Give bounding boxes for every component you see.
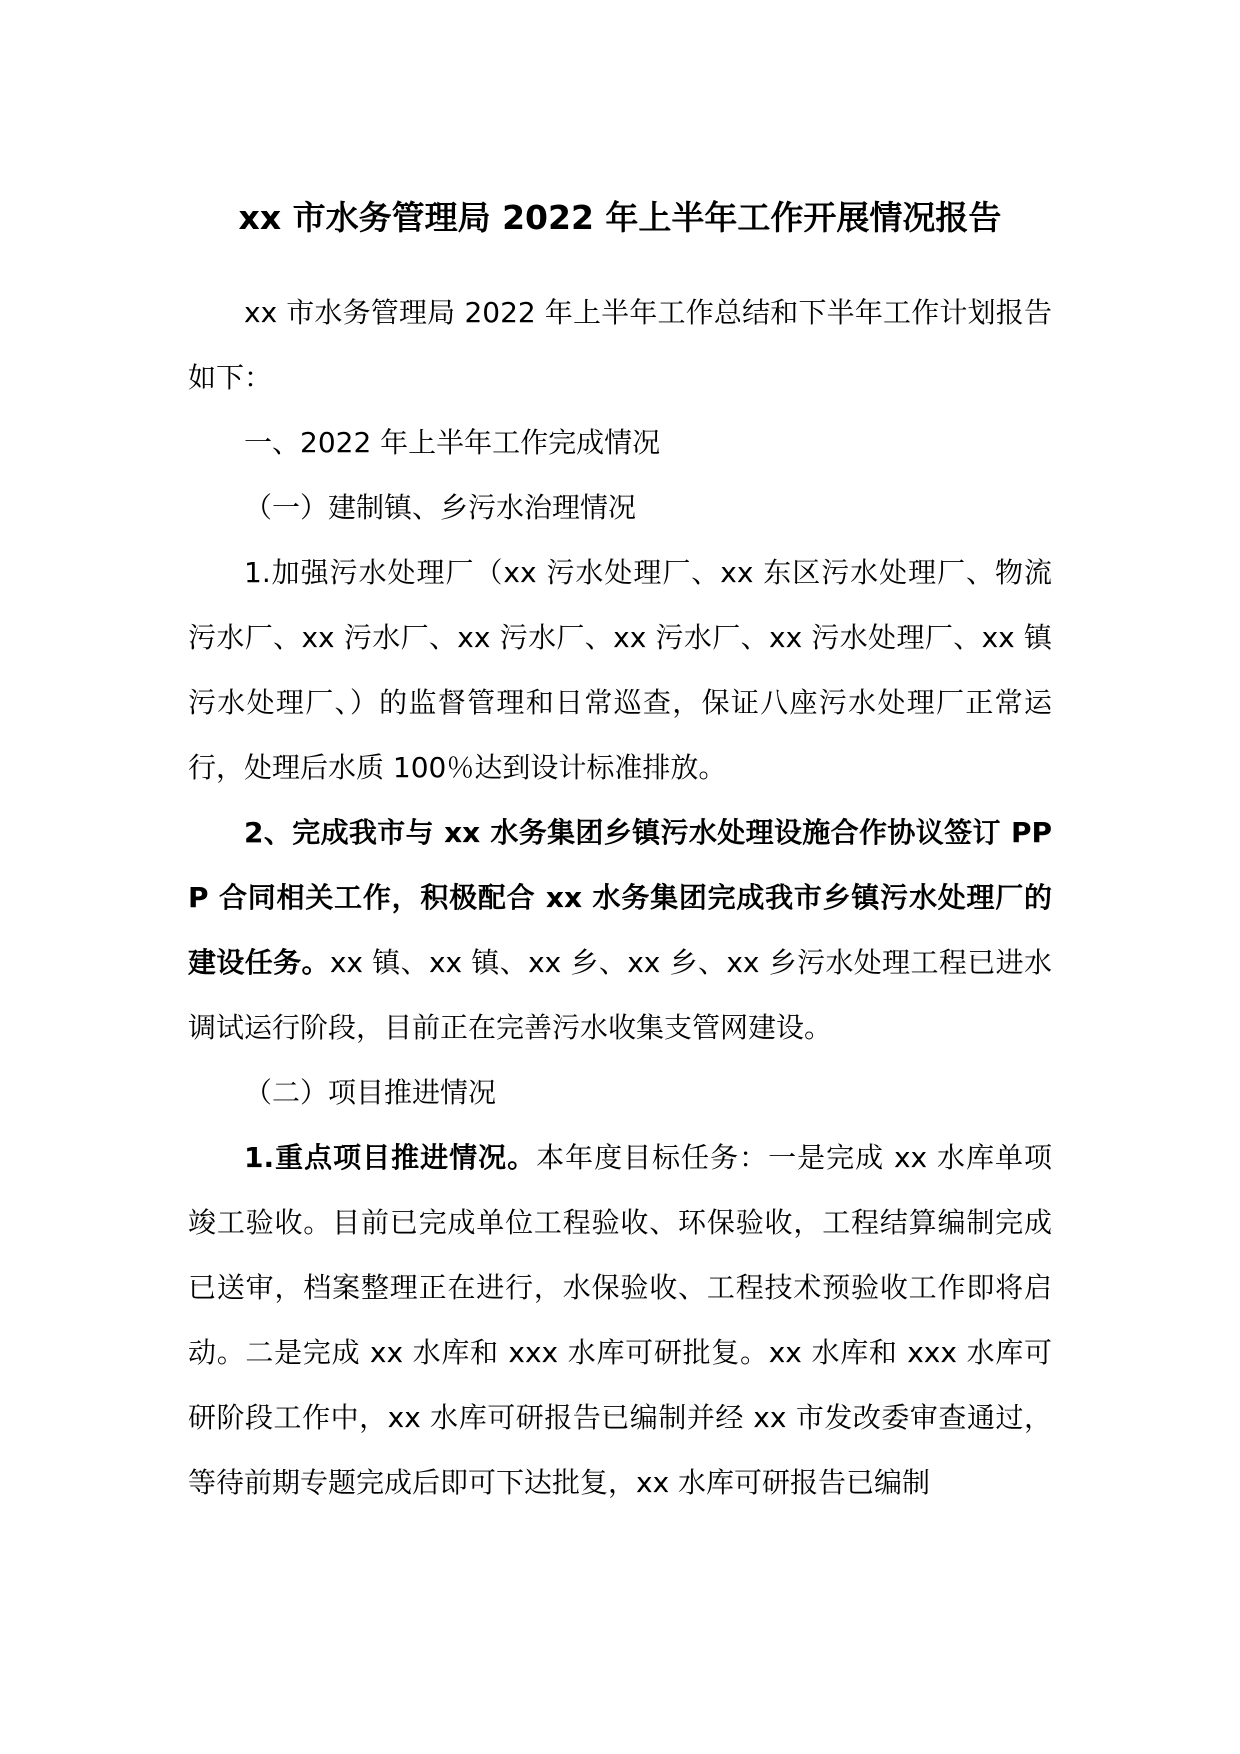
item-1-2-body: xx 镇、xx 镇、xx 乡、xx 乡、xx 乡污水处理工程已进水调试运行阶段，目前正在完善污水收集支管网建设。 — [188, 946, 1052, 1044]
document-body — [188, 280, 1052, 1515]
item-2-1-lead: 1.重点项目推进情况。 — [244, 1141, 537, 1174]
item-1-2-paragraph — [188, 800, 1052, 1060]
item-1-1-paragraph: 1.加强污水处理厂（xx 污水处理厂、xx 东区污水处理厂、物流污水厂、xx 污水厂、xx 污水厂、xx 污水厂、xx 污水处理厂、xx 镇污水处理厂、）的监督管理和日常巡查，保证八座污水处理厂正常运行，处理后水质 100％达到设计标准排放。 — [188, 556, 1052, 784]
subsection-1-heading: （一）建制镇、乡污水治理情况 — [244, 491, 637, 524]
item-2-1-paragraph — [188, 1125, 1052, 1515]
item-2-1-body: 本年度目标任务：一是完成 xx 水库单项竣工验收。目前已完成单位工程验收、环保验收，工程结算编制完成已送审，档案整理正在进行，水保验收、工程技术预验收工作即将启动。二是完成 xx 水库和 xxx 水库可研批复。xx 水库和 xxx 水库可研阶段工作中，xx 水库可研报告已编制并经 xx 市发改委审查通过，等待前期专题完成后即可下达批复，xx 水库可研报告已编制 — [188, 1141, 1052, 1499]
document-title: xx 市水务管理局 2022 年上半年工作开展情况报告 — [238, 198, 1002, 237]
subsection-2-heading: （二）项目推进情况 — [244, 1076, 497, 1109]
item-1-2-lead: 2、完成我市与 xx 水务集团乡镇污水处理设施合作协议签订 PPP 合同相关工作，积极配合 xx 水务集团完成我市乡镇污水处理厂的建设任务。 — [188, 816, 1052, 979]
section-1-heading: 一、2022 年上半年工作完成情况 — [244, 426, 661, 459]
intro-paragraph: xx 市水务管理局 2022 年上半年工作总结和下半年工作计划报告如下： — [188, 296, 1052, 394]
